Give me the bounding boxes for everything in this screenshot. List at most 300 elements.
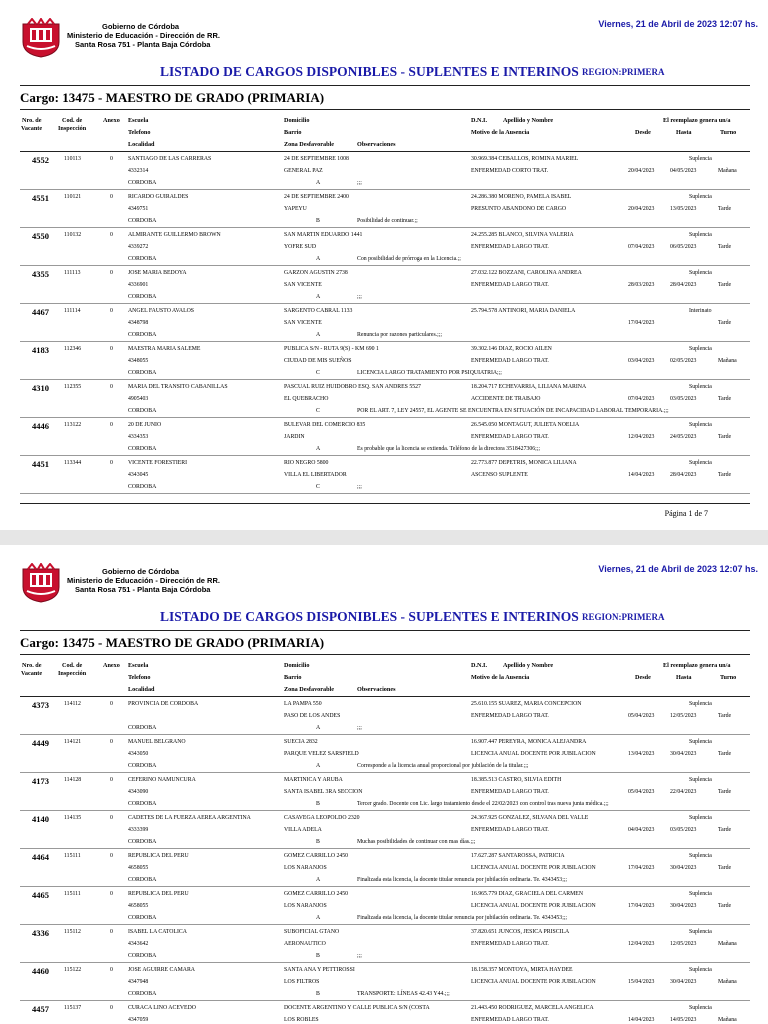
row-divider xyxy=(20,493,750,494)
col-localidad: Localidad xyxy=(128,686,155,693)
vacancy-number: 4464 xyxy=(32,852,49,862)
annex: 0 xyxy=(110,891,113,897)
school-name: CADETES DE LA FUERZA AEREA ARGENTINA xyxy=(128,815,251,821)
shift: Tarde xyxy=(718,713,732,719)
school-neighborhood: AERONAUTICO xyxy=(284,941,326,947)
start-date: 05/04/2023 xyxy=(628,713,655,719)
absence-reason: ENFERMEDAD LARGO TRAT. xyxy=(471,358,549,364)
shift: Tarde xyxy=(718,789,732,795)
col-reemplazo: El reemplazo genera un/a xyxy=(663,662,731,669)
replacement-type: Suplencia xyxy=(689,384,712,390)
start-date: 28/03/2023 xyxy=(628,282,655,288)
school-address: GOMEZ CARRILLO 2450 xyxy=(284,891,349,897)
inspection-code: 110121 xyxy=(64,194,82,200)
school-locality: CORDOBA xyxy=(128,877,157,883)
start-date: 14/04/2023 xyxy=(628,472,655,478)
col-desde: Desde xyxy=(635,674,651,681)
school-locality: CORDOBA xyxy=(128,725,157,731)
vacancy-number: 4446 xyxy=(32,421,49,431)
vacancy-number: 4457 xyxy=(32,1004,49,1014)
school-phone: 4343050 xyxy=(128,751,149,757)
report-page-2 xyxy=(0,545,768,1024)
table-row xyxy=(0,228,768,266)
col-inspeccion: Inspección xyxy=(58,125,87,132)
replacement-type: Suplencia xyxy=(689,460,712,466)
table-row xyxy=(0,152,768,190)
school-locality: CORDOBA xyxy=(128,446,157,452)
vacancy-number: 4373 xyxy=(32,700,49,710)
school-phone: 4343045 xyxy=(128,472,149,478)
absent-teacher: 26.545.050 MONTAGUT, JULIETA NOELIA xyxy=(471,422,580,428)
col-dni: D.N.I. xyxy=(471,117,487,124)
shift: Mañana xyxy=(718,168,737,174)
observations: Tercer grado. Docente con Lic. largo tratamiento desde el 22/02/2023 con control tras nueva junta médica.;;; xyxy=(357,801,609,807)
unfavorable-zone: C xyxy=(316,484,320,490)
shift: Tarde xyxy=(718,472,732,478)
start-date: 17/04/2023 xyxy=(628,865,655,871)
start-date: 17/04/2023 xyxy=(628,320,655,326)
table-row xyxy=(0,887,768,925)
inspection-code: 115122 xyxy=(64,967,82,973)
col-motivo: Motivo de la Ausencia xyxy=(471,674,530,681)
observations: ;;; xyxy=(357,180,362,186)
absent-teacher: 16.907.447 PEREYRA, MONICA ALEJANDRA xyxy=(471,739,587,745)
col-desde: Desde xyxy=(635,129,651,136)
vacancy-number: 4173 xyxy=(32,776,49,786)
organization-block xyxy=(67,567,220,594)
school-phone: 4347059 xyxy=(128,1017,149,1023)
col-apellido: Apellido y Nombre xyxy=(503,117,554,124)
unfavorable-zone: A xyxy=(316,256,321,262)
vacancy-number: 4460 xyxy=(32,966,49,976)
observations: ;;; xyxy=(357,484,362,490)
school-phone: 4348798 xyxy=(128,320,149,326)
school-locality: CORDOBA xyxy=(128,218,157,224)
annex: 0 xyxy=(110,194,113,200)
school-locality: CORDOBA xyxy=(128,180,157,186)
col-observaciones: Observaciones xyxy=(357,141,396,148)
unfavorable-zone: B xyxy=(316,953,320,959)
annex: 0 xyxy=(110,853,113,859)
school-neighborhood: JARDIN xyxy=(284,434,305,440)
absent-teacher: 21.443.450 RODRIGUEZ, MARCELA ANGELICA xyxy=(471,1005,594,1011)
inspection-code: 115111 xyxy=(64,853,81,859)
cordoba-coat-of-arms-icon xyxy=(20,18,62,58)
observations: LICENCIA LARGO TRATAMIENTO POR PSIQUIATRIA;;; xyxy=(357,370,502,376)
annex: 0 xyxy=(110,232,113,238)
inspection-code: 113344 xyxy=(64,460,82,466)
start-date: 20/04/2023 xyxy=(628,168,655,174)
unfavorable-zone: B xyxy=(316,801,320,807)
end-date: 04/05/2023 xyxy=(670,168,697,174)
col-anexo: Anexo xyxy=(103,117,120,124)
inspection-code: 112355 xyxy=(64,384,82,390)
school-address: SANTA ANA Y PETTIROSSI xyxy=(284,967,355,973)
end-date: 13/05/2023 xyxy=(670,206,697,212)
school-name: MANUEL BELGRANO xyxy=(128,739,186,745)
school-locality: CORDOBA xyxy=(128,991,157,997)
table-row xyxy=(0,697,768,735)
school-locality: CORDOBA xyxy=(128,332,157,338)
col-domicilio: Domicilio xyxy=(284,117,310,124)
org-address: Santa Rosa 751 - Planta Baja Córdoba xyxy=(75,585,211,594)
annex: 0 xyxy=(110,1005,113,1011)
school-phone: 4334353 xyxy=(128,434,149,440)
school-locality: CORDOBA xyxy=(128,408,157,414)
absent-teacher: 24.286.380 MORENO, PAMELA ISABEL xyxy=(471,194,572,200)
end-date: 03/05/2023 xyxy=(670,827,697,833)
absent-teacher: 25.610.155 SUAREZ, MARIA CONCEPCION xyxy=(471,701,582,707)
school-address: PASCUAL RUIZ HUIDOBRO ESQ. SAN ANDRES 5527 xyxy=(284,384,421,390)
absence-reason: ENFERMEDAD LARGO TRAT. xyxy=(471,827,549,833)
school-locality: CORDOBA xyxy=(128,294,157,300)
school-name: MAESTRA MARIA SALEME xyxy=(128,346,201,352)
start-date: 15/04/2023 xyxy=(628,979,655,985)
end-date: 14/05/2023 xyxy=(670,1017,697,1023)
org-ministry: Ministerio de Educación - Dirección de RR. xyxy=(67,576,220,585)
observations: Es probable que la licencia se extienda. Teléfono de la directora 3518427306;;; xyxy=(357,446,540,452)
col-zona: Zona Desfavorable xyxy=(284,141,335,148)
shift: Tarde xyxy=(718,903,732,909)
inspection-code: 110113 xyxy=(64,156,81,162)
annex: 0 xyxy=(110,739,113,745)
cargo-heading: Cargo: 13475 - MAESTRO DE GRADO (PRIMARIA) xyxy=(20,90,325,105)
unfavorable-zone: A xyxy=(316,446,321,452)
vacancy-number: 4465 xyxy=(32,890,49,900)
school-name: ANGEL FAUSTO AVALOS xyxy=(128,308,195,314)
table-row xyxy=(0,811,768,849)
table-row xyxy=(0,342,768,380)
shift: Mañana xyxy=(718,358,737,364)
start-date: 20/04/2023 xyxy=(628,206,655,212)
replacement-type: Suplencia xyxy=(689,232,712,238)
school-name: REPUBLICA DEL PERU xyxy=(128,853,189,859)
shift: Tarde xyxy=(718,827,732,833)
observations: Muchas posibilidades de continuar con mas días.;;; xyxy=(357,839,476,845)
col-hasta: Hasta xyxy=(676,129,692,136)
unfavorable-zone: A xyxy=(316,915,321,921)
school-neighborhood: LOS NARANJOS xyxy=(284,865,327,871)
end-date: 30/04/2023 xyxy=(670,903,697,909)
table-row xyxy=(0,304,768,342)
vacancy-number: 4336 xyxy=(32,928,49,938)
school-neighborhood: VILLA EL LIBERTADOR xyxy=(284,472,347,478)
school-name: CEFERINO NAMUNCURA xyxy=(128,777,196,783)
school-locality: CORDOBA xyxy=(128,370,157,376)
absence-reason: ENFERMEDAD LARGO TRAT. xyxy=(471,1017,549,1023)
school-neighborhood: EL QUEBRACHO xyxy=(284,396,329,402)
replacement-type: Suplencia xyxy=(689,739,712,745)
col-nro: Nro. de xyxy=(22,662,42,669)
table-row xyxy=(0,190,768,228)
school-phone: 4333399 xyxy=(128,827,149,833)
school-locality: CORDOBA xyxy=(128,763,157,769)
table-row xyxy=(0,456,768,494)
col-observaciones: Observaciones xyxy=(357,686,396,693)
school-neighborhood: VILLA ADELA xyxy=(284,827,322,833)
start-date: 07/04/2023 xyxy=(628,244,655,250)
replacement-type: Suplencia xyxy=(689,967,712,973)
unfavorable-zone: C xyxy=(316,370,320,376)
end-date: 12/05/2023 xyxy=(670,941,697,947)
inspection-code: 114121 xyxy=(64,739,82,745)
shift: Tarde xyxy=(718,282,732,288)
replacement-type: Suplencia xyxy=(689,270,712,276)
school-phone: 4339272 xyxy=(128,244,149,250)
col-anexo: Anexo xyxy=(103,662,120,669)
absent-teacher: 27.032.122 BOZZANI, CAROLINA ANDREA xyxy=(471,270,582,276)
school-locality: CORDOBA xyxy=(128,953,157,959)
vacancy-number: 4183 xyxy=(32,345,49,355)
col-turno: Turno xyxy=(720,674,737,681)
annex: 0 xyxy=(110,384,113,390)
unfavorable-zone: A xyxy=(316,725,321,731)
replacement-type: Suplencia xyxy=(689,194,712,200)
absence-reason: LICENCIA ANUAL DOCENTE POR JUBILACION xyxy=(471,979,596,985)
school-phone: 4347948 xyxy=(128,979,149,985)
school-neighborhood: LOS ROBLES xyxy=(284,1017,319,1023)
replacement-type: Suplencia xyxy=(689,422,712,428)
annex: 0 xyxy=(110,346,113,352)
page-number: Página 1 de 7 xyxy=(664,509,708,518)
col-telefono: Telefono xyxy=(128,674,151,681)
col-vacante: Vacante xyxy=(21,670,43,677)
col-escuela: Escuela xyxy=(128,117,149,124)
shift: Mañana xyxy=(718,979,737,985)
school-name: RICARDO GUIRALDES xyxy=(128,194,189,200)
col-telefono: Telefono xyxy=(128,129,151,136)
replacement-type: Suplencia xyxy=(689,156,712,162)
school-neighborhood: SANTA ISABEL 3RA SECCION xyxy=(284,789,363,795)
replacement-type: Suplencia xyxy=(689,777,712,783)
absence-reason: ENFERMEDAD LARGO TRAT. xyxy=(471,434,549,440)
absence-reason: ENFERMEDAD LARGO TRAT. xyxy=(471,282,549,288)
end-date: 03/05/2023 xyxy=(670,396,697,402)
shift: Tarde xyxy=(718,751,732,757)
school-name: JOSE MARIA BEDOYA xyxy=(128,270,187,276)
col-escuela: Escuela xyxy=(128,662,149,669)
table-row xyxy=(0,266,768,304)
school-locality: CORDOBA xyxy=(128,801,157,807)
school-name: PROVINCIA DE CORDOBA xyxy=(128,701,199,707)
observations: POR EL ART. 7, LEY 24557, EL AGENTE SE ENCUENTRA EN SITUACIÓN DE INCAPACIDAD LABORAL TEMPORARIA.;;; xyxy=(357,408,669,414)
inspection-code: 110132 xyxy=(64,232,82,238)
absence-reason: LICENCIA ANUAL DOCENTE POR JUBILACION xyxy=(471,751,596,757)
col-hasta: Hasta xyxy=(676,674,692,681)
observations: Posibilidad de continuar.;; xyxy=(357,218,418,224)
table-row xyxy=(0,849,768,887)
observations: ;;; xyxy=(357,294,362,300)
col-barrio: Barrio xyxy=(284,129,302,136)
observations: ;;; xyxy=(357,953,362,959)
replacement-type: Suplencia xyxy=(689,346,712,352)
school-address: MARTINICA Y ARUBA xyxy=(284,777,343,783)
inspection-code: 113122 xyxy=(64,422,82,428)
col-apellido: Apellido y Nombre xyxy=(503,662,554,669)
school-locality: CORDOBA xyxy=(128,484,157,490)
unfavorable-zone: A xyxy=(316,763,321,769)
cordoba-coat-of-arms-icon xyxy=(20,563,62,603)
absence-reason: LICENCIA ANUAL DOCENTE POR JUBILACION xyxy=(471,865,596,871)
vacancy-number: 4467 xyxy=(32,307,49,317)
absence-reason: ENFERMEDAD LARGO TRAT. xyxy=(471,941,549,947)
col-vacante: Vacante xyxy=(21,125,43,132)
col-cod: Cod. de xyxy=(62,117,83,124)
region-label: REGION:PRIMERA xyxy=(582,67,665,77)
end-date: 02/05/2023 xyxy=(670,358,697,364)
school-address: PUBLICA S/N - RUTA 9(S) - KM 690 1 xyxy=(284,346,379,352)
table-row xyxy=(0,773,768,811)
observations: Corresponde a la licencia anual proporcional por jubilación de la titular.;;; xyxy=(357,763,529,769)
org-address: Santa Rosa 751 - Planta Baja Córdoba xyxy=(75,40,211,49)
start-date: 03/04/2023 xyxy=(628,358,655,364)
start-date: 05/04/2023 xyxy=(628,789,655,795)
col-zona: Zona Desfavorable xyxy=(284,686,335,693)
school-address: 24 DE SEPTIEMBRE 1008 xyxy=(284,156,349,162)
vacancy-number: 4550 xyxy=(32,231,49,241)
annex: 0 xyxy=(110,308,113,314)
school-name: 20 DE JUNIO xyxy=(128,422,162,428)
vacancy-number: 4449 xyxy=(32,738,49,748)
observations: TRANSPORTE: LÍNEAS 42.43 Y44.;;; xyxy=(357,991,450,997)
unfavorable-zone: A xyxy=(316,877,321,883)
inspection-code: 114128 xyxy=(64,777,82,783)
annex: 0 xyxy=(110,815,113,821)
org-ministry: Ministerio de Educación - Dirección de RR. xyxy=(67,31,220,40)
start-date: 14/04/2023 xyxy=(628,1017,655,1023)
school-phone: 4905403 xyxy=(128,396,149,402)
region-label: REGION:PRIMERA xyxy=(582,612,665,622)
school-address: CASAVEGA LEOPOLDO 2320 xyxy=(284,815,360,821)
inspection-code: 111113 xyxy=(64,270,81,276)
end-date: 30/04/2023 xyxy=(670,979,697,985)
inspection-code: 112346 xyxy=(64,346,82,352)
replacement-type: Suplencia xyxy=(689,1005,712,1011)
start-date: 04/04/2023 xyxy=(628,827,655,833)
col-domicilio: Domicilio xyxy=(284,662,310,669)
vacancy-number: 4551 xyxy=(32,193,49,203)
school-neighborhood: PASO DE LOS ANDES xyxy=(284,713,341,719)
school-address: RIO NEGRO 5800 xyxy=(284,460,329,466)
organization-block xyxy=(67,22,220,49)
school-neighborhood: LOS FILTROS xyxy=(284,979,320,985)
divider xyxy=(20,109,750,110)
absent-teacher: 17.627.287 SANTAROSSA, PATRICIA xyxy=(471,853,565,859)
school-locality: CORDOBA xyxy=(128,256,157,262)
absent-teacher: 16.965.779 DIAZ, GRACIELA DEL CARMEN xyxy=(471,891,584,897)
absent-teacher: 18.158.357 MONTOYA, MIRTA HAYDEE xyxy=(471,967,573,973)
table-row xyxy=(0,735,768,773)
col-turno: Turno xyxy=(720,129,737,136)
observations: ;;; xyxy=(357,725,362,731)
report-title: LISTADO DE CARGOS DISPONIBLES - SUPLENTES E INTERINOS xyxy=(160,64,579,79)
unfavorable-zone: A xyxy=(316,180,321,186)
absence-reason: ENFERMEDAD LARGO TRAT. xyxy=(471,713,549,719)
col-dni: D.N.I. xyxy=(471,662,487,669)
absence-reason: ENFERMEDAD LARGO TRAT. xyxy=(471,789,549,795)
end-date: 30/04/2023 xyxy=(670,751,697,757)
shift: Tarde xyxy=(718,865,732,871)
end-date: 28/04/2023 xyxy=(670,282,697,288)
school-address: LA PAMPA 550 xyxy=(284,701,322,707)
school-address: GOMEZ CARRILLO 2450 xyxy=(284,853,349,859)
absent-teacher: 24.367.925 GONZALEZ, SILVANA DEL VALLE xyxy=(471,815,589,821)
inspection-code: 114112 xyxy=(64,701,81,707)
start-date: 12/04/2023 xyxy=(628,941,655,947)
absent-teacher: 39.302.146 DIAZ, ROCIO AILEN xyxy=(471,346,552,352)
annex: 0 xyxy=(110,460,113,466)
absent-teacher: 24.255.285 BLANCO, SILVINA VALERIA xyxy=(471,232,574,238)
unfavorable-zone: C xyxy=(316,408,320,414)
school-name: JOSE AGUIRRE CAMARA xyxy=(128,967,195,973)
table-row xyxy=(0,925,768,963)
replacement-type: Suplencia xyxy=(689,815,712,821)
col-reemplazo: El reemplazo genera un/a xyxy=(663,117,731,124)
start-date: 12/04/2023 xyxy=(628,434,655,440)
observations: Finalizada esta licencia, la docente titular renuncia por jubilación ordinaria. Te. 4343453;;; xyxy=(357,915,568,921)
vacancy-number: 4140 xyxy=(32,814,49,824)
unfavorable-zone: A xyxy=(316,294,321,300)
school-name: MARIA DEL TRANSITO CABANILLAS xyxy=(128,384,228,390)
cargo-heading: Cargo: 13475 - MAESTRO DE GRADO (PRIMARIA) xyxy=(20,635,325,650)
report-title: LISTADO DE CARGOS DISPONIBLES - SUPLENTES E INTERINOS xyxy=(160,609,579,624)
end-date: 28/04/2023 xyxy=(670,472,697,478)
start-date: 17/04/2023 xyxy=(628,903,655,909)
absence-reason: LICENCIA ANUAL DOCENTE POR JUBILACION xyxy=(471,903,596,909)
school-locality: CORDOBA xyxy=(128,839,157,845)
annex: 0 xyxy=(110,270,113,276)
annex: 0 xyxy=(110,929,113,935)
observations: Renuncia por razones particulares.;;; xyxy=(357,332,442,338)
school-phone: 4343642 xyxy=(128,941,149,947)
end-date: 12/05/2023 xyxy=(670,713,697,719)
vacancy-number: 4310 xyxy=(32,383,49,393)
school-phone: 4348055 xyxy=(128,358,149,364)
absent-teacher: 25.794.578 ANTINORI, MARIA DANIELA xyxy=(471,308,576,314)
end-date: 06/05/2023 xyxy=(670,244,697,250)
inspection-code: 111114 xyxy=(64,308,81,314)
observations: Con posibilidad de prórroga en la Licencia.;; xyxy=(357,256,461,262)
footer-divider xyxy=(20,503,750,504)
table-row xyxy=(0,380,768,418)
report-datetime: Viernes, 21 de Abril de 2023 12:07 hs. xyxy=(598,19,758,29)
shift: Mañana xyxy=(718,1017,737,1023)
replacement-type: Suplencia xyxy=(689,891,712,897)
inspection-code: 115111 xyxy=(64,891,81,897)
school-phone: 4332314 xyxy=(128,168,149,174)
col-localidad: Localidad xyxy=(128,141,155,148)
inspection-code: 115112 xyxy=(64,929,81,935)
unfavorable-zone: B xyxy=(316,991,320,997)
school-phone: 4658055 xyxy=(128,903,149,909)
org-name: Gobierno de Córdoba xyxy=(102,567,180,576)
shift: Tarde xyxy=(718,320,732,326)
school-phone: 4336901 xyxy=(128,282,149,288)
absence-reason: ENFERMEDAD LARGO TRAT. xyxy=(471,244,549,250)
school-name: REPUBLICA DEL PERU xyxy=(128,891,189,897)
start-date: 13/04/2023 xyxy=(628,751,655,757)
end-date: 30/04/2023 xyxy=(670,865,697,871)
col-motivo: Motivo de la Ausencia xyxy=(471,129,530,136)
school-neighborhood: CIUDAD DE MIS SUEÑOS xyxy=(284,358,352,364)
school-neighborhood: PARQUE VELEZ SARSFIELD xyxy=(284,751,359,757)
absence-reason: ASCENSO SUPLENTE xyxy=(471,472,528,478)
shift: Mañana xyxy=(718,941,737,947)
table-row xyxy=(0,418,768,456)
school-address: SAN MARTIN EDUARDO 1441 xyxy=(284,232,363,238)
replacement-type: Suplencia xyxy=(689,929,712,935)
shift: Tarde xyxy=(718,244,732,250)
